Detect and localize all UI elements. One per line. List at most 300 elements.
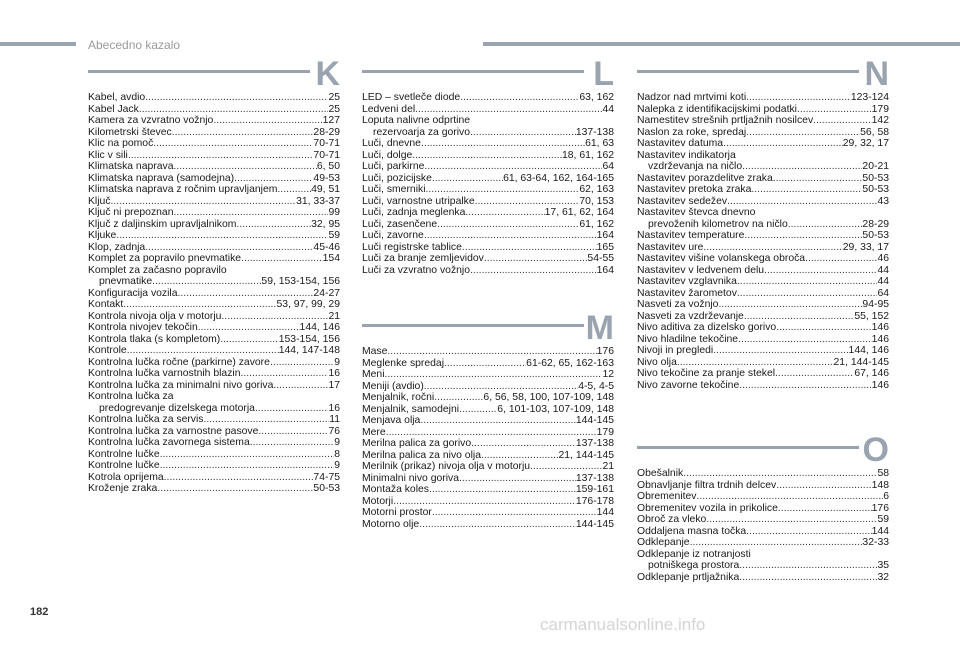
index-entry-row xyxy=(362,381,614,393)
index-entry-row xyxy=(362,438,614,450)
entry-page: 74-75 xyxy=(313,471,340,483)
entry-label: Komplet za popravilo pnevmatike xyxy=(88,253,242,264)
index-entry xyxy=(88,403,340,415)
entry-label: Luči, smerniki xyxy=(362,184,426,195)
dot-leader xyxy=(153,138,313,150)
dot-leader xyxy=(236,219,311,231)
entry-label: Kontrolna lučka zavornega sistema xyxy=(88,437,250,448)
index-entry xyxy=(362,253,614,265)
entry-page: 56, 58 xyxy=(860,126,889,138)
index-entry xyxy=(362,173,614,185)
index-entry-row xyxy=(88,150,340,162)
entry-page: 12 xyxy=(602,369,614,380)
entry-label: Kljuke xyxy=(88,230,117,241)
dot-leader xyxy=(462,242,597,254)
index-entry-row xyxy=(88,207,340,219)
index-entry xyxy=(88,357,340,369)
entry-label: Mere xyxy=(362,426,386,438)
index-entry xyxy=(637,207,889,219)
dot-leader xyxy=(385,369,603,381)
index-entry xyxy=(362,450,614,462)
entry-page: 146 xyxy=(871,322,889,333)
index-entry-row xyxy=(362,484,614,496)
dot-leader xyxy=(424,161,602,173)
entry-page: 6, 50 xyxy=(316,161,340,172)
index-entry-row xyxy=(88,449,340,461)
entry-page: 165 xyxy=(596,241,614,253)
entry-label: Merilna palica za gorivo xyxy=(362,438,472,449)
entry-page: 28-29 xyxy=(862,218,889,230)
entry-page: 9 xyxy=(334,437,340,448)
entry-page: 24-27 xyxy=(313,287,340,299)
entry-page: 28-29 xyxy=(313,126,340,138)
index-entry-row xyxy=(88,334,340,346)
section-divider xyxy=(637,70,859,73)
dot-leader xyxy=(530,461,602,473)
entry-label: Nastavitev ure xyxy=(637,241,704,253)
index-entry-row xyxy=(637,334,889,346)
index-entry-row xyxy=(362,507,614,519)
entry-page: 61, 63 xyxy=(585,138,614,149)
index-entry-row xyxy=(648,560,889,572)
dot-leader xyxy=(139,104,329,116)
entry-page: 55, 152 xyxy=(854,310,889,322)
dot-leader xyxy=(746,526,871,538)
entry-page: 63, 162 xyxy=(579,92,614,103)
dot-leader xyxy=(706,514,877,526)
entry-page: 176 xyxy=(596,346,614,357)
entry-page: 144 xyxy=(871,525,889,537)
entry-page: 25 xyxy=(328,103,340,115)
index-entry-row xyxy=(637,173,889,185)
entry-label: Luči, zavorne xyxy=(362,230,424,241)
entry-label: Meglenke spredaj xyxy=(362,357,445,369)
index-entry xyxy=(362,127,614,139)
index-entry xyxy=(637,380,889,392)
dot-leader xyxy=(172,127,314,139)
index-entry-row xyxy=(88,115,340,127)
index-entry xyxy=(88,322,340,334)
entry-page: 45-46 xyxy=(313,241,340,253)
entry-label: Nasveti za vožnjo xyxy=(637,299,719,310)
dot-leader xyxy=(690,537,863,549)
section-letter: O xyxy=(862,431,889,469)
entry-page: 6, 101-103, 107-109, 148 xyxy=(497,403,614,415)
entry-label: Nivo olja xyxy=(637,356,677,368)
index-entry xyxy=(88,127,340,139)
dot-leader xyxy=(460,92,579,104)
index-entry xyxy=(88,391,340,403)
entry-page: 6, 56, 58, 100, 107-109, 148 xyxy=(483,392,614,403)
index-entry xyxy=(362,473,614,485)
index-entry xyxy=(88,184,340,196)
index-entry xyxy=(637,311,889,323)
index-entry-row xyxy=(637,368,889,380)
index-entry-row xyxy=(88,322,340,334)
index-entry-row xyxy=(88,288,340,300)
section-letter: L xyxy=(593,55,614,93)
entry-label: Kotrola oprijema xyxy=(88,471,164,483)
index-entry xyxy=(362,219,614,231)
dot-leader xyxy=(198,322,300,334)
index-entry xyxy=(637,184,889,196)
index-entry xyxy=(637,265,889,277)
index-entry-row xyxy=(362,150,614,162)
entry-label: Luči, pozicijske xyxy=(362,172,432,184)
index-entry xyxy=(637,219,889,231)
entry-label: Merilnik (prikaz) nivoja olja v motorju xyxy=(362,461,531,472)
index-entry xyxy=(362,415,614,427)
index-entry-row xyxy=(637,503,889,515)
header-bar-left xyxy=(0,42,76,46)
index-entry xyxy=(637,334,889,346)
index-entry-row xyxy=(362,219,614,231)
index-entry-row xyxy=(88,161,340,173)
index-entry xyxy=(362,230,614,242)
dot-leader xyxy=(250,437,334,449)
entry-page: 49-53 xyxy=(313,172,340,184)
entry-page: 32-33 xyxy=(862,537,889,548)
entry-label: Meni xyxy=(362,369,385,380)
dot-leader xyxy=(742,161,862,173)
dot-leader xyxy=(764,265,877,277)
entry-page: 179 xyxy=(871,103,889,115)
index-entry-row xyxy=(637,514,889,526)
index-entry xyxy=(637,572,889,584)
index-entry-row xyxy=(88,173,340,185)
index-entry-row xyxy=(637,526,889,538)
entry-page: 50-53 xyxy=(862,172,889,184)
index-entries xyxy=(637,92,889,391)
index-entry-row xyxy=(362,346,614,358)
entry-page: 35 xyxy=(877,560,889,571)
entry-label: Odklepanje iz notranjosti xyxy=(637,548,751,560)
dot-leader xyxy=(164,472,314,484)
entry-page: 64 xyxy=(877,287,889,299)
dot-leader xyxy=(424,381,578,393)
index-entry xyxy=(88,92,340,104)
dot-leader xyxy=(213,115,322,127)
entry-label: Nastavitev datuma xyxy=(637,138,724,149)
index-entry xyxy=(88,242,340,254)
entry-label: Ključ ni prepoznan xyxy=(88,207,174,218)
entry-page: 61, 162 xyxy=(579,218,614,230)
dot-leader xyxy=(426,184,580,196)
index-entry xyxy=(88,345,340,357)
entry-label: Meniji (avdio) xyxy=(362,380,424,392)
entry-page: 61, 63-64, 162, 164-165 xyxy=(503,172,614,184)
entry-page: 17 xyxy=(328,379,340,391)
dot-leader xyxy=(739,560,877,572)
index-entry-row xyxy=(648,161,889,173)
entry-label: Obroč za vleko xyxy=(637,514,707,525)
entry-page: 137-138 xyxy=(575,472,614,484)
entry-label: Oddaljena masna točka xyxy=(637,525,747,537)
index-entry xyxy=(637,345,889,357)
index-entry xyxy=(637,480,889,492)
index-entry xyxy=(88,150,340,162)
entry-label: Luči, zasenčene xyxy=(362,218,438,230)
entry-label: Klic na pomoč xyxy=(88,138,154,149)
dot-leader xyxy=(386,427,597,439)
index-entry xyxy=(88,196,340,208)
entry-page: 53, 97, 99, 29 xyxy=(276,299,340,310)
entry-page: 50-53 xyxy=(862,230,889,241)
entry-page: 159-161 xyxy=(575,484,614,495)
entry-page: 164 xyxy=(596,230,614,241)
index-entry xyxy=(637,276,889,288)
index-entry xyxy=(362,161,614,173)
dot-leader xyxy=(751,184,862,196)
index-entry-row xyxy=(362,369,614,381)
dot-leader xyxy=(145,92,328,104)
index-entry xyxy=(88,138,340,150)
index-entry-row xyxy=(362,230,614,242)
index-entry xyxy=(637,138,889,150)
entry-label: Komplet za začasno popravilo xyxy=(88,264,227,276)
index-entry xyxy=(88,449,340,461)
entry-page: 50-53 xyxy=(313,483,340,494)
entry-label: Montaža koles xyxy=(362,484,429,495)
entry-page: 16 xyxy=(328,402,340,414)
entry-page: 154 xyxy=(322,253,340,264)
entry-label: Obešalnik xyxy=(637,468,684,479)
entry-label: pnevmatike xyxy=(99,276,153,287)
index-entry xyxy=(362,427,614,439)
entry-label: Obremenitev xyxy=(637,491,697,502)
entry-label: Klimatska naprava (samodejna) xyxy=(88,172,235,184)
entry-page: 76 xyxy=(328,425,340,437)
index-entry xyxy=(637,253,889,265)
index-entry xyxy=(88,437,340,449)
entry-label: Ledveni del xyxy=(362,103,416,115)
index-entry xyxy=(362,507,614,519)
index-entry-row xyxy=(88,414,340,426)
index-entry xyxy=(637,514,889,526)
entry-page: 176 xyxy=(871,502,889,514)
dot-leader xyxy=(429,484,576,496)
entry-label: Kontrolna lučka varnostnih blazin xyxy=(88,368,241,379)
index-entry-row xyxy=(637,468,889,480)
entry-label: Konfiguracija vozila xyxy=(88,287,178,299)
dot-leader xyxy=(145,242,313,254)
entry-page: 61-62, 65, 162-163 xyxy=(526,357,614,369)
entry-label: Klop, zadnja xyxy=(88,241,146,253)
entry-label: prevoženih kilometrov na ničlo xyxy=(648,218,788,230)
entry-page: 137-138 xyxy=(575,438,614,449)
dot-leader xyxy=(415,104,602,116)
entry-page: 11 xyxy=(329,414,340,425)
index-entry-row xyxy=(637,127,889,139)
index-entry xyxy=(362,346,614,358)
watermark: carmanualsonline.info xyxy=(540,615,706,634)
index-entry-row xyxy=(99,403,340,415)
dot-leader xyxy=(157,483,313,495)
index-entry xyxy=(88,219,340,231)
dot-leader xyxy=(128,150,314,162)
index-entry-row xyxy=(362,207,614,219)
entry-label: Motorno olje xyxy=(362,518,420,530)
index-entry-row xyxy=(362,196,614,208)
index-entry xyxy=(88,460,340,472)
dot-leader xyxy=(813,115,872,127)
entry-page: 46 xyxy=(877,253,889,264)
index-entry-row xyxy=(362,242,614,254)
dot-leader xyxy=(420,415,576,427)
dot-leader xyxy=(221,311,328,323)
dot-leader xyxy=(788,219,863,231)
index-entry xyxy=(362,496,614,508)
entry-label: Nastavitev števca dnevno xyxy=(637,207,756,218)
index-entry xyxy=(362,150,614,162)
index-entry-row xyxy=(362,450,614,462)
entry-page: 176-178 xyxy=(575,495,614,507)
index-entry xyxy=(88,334,340,346)
entry-page: 16 xyxy=(328,368,340,379)
entry-label: Menjalnik, samodejni xyxy=(362,403,460,415)
index-entry-row xyxy=(99,276,340,288)
index-entry xyxy=(88,104,340,116)
index-entry-row xyxy=(637,276,889,288)
index-entries xyxy=(362,92,614,276)
index-entry xyxy=(362,369,614,381)
entry-label: Nastavitev porazdelitve zraka xyxy=(637,172,773,184)
dot-leader xyxy=(419,519,576,531)
dot-leader xyxy=(277,184,311,196)
entry-page: 67, 146 xyxy=(854,368,889,379)
entry-page: 64 xyxy=(602,161,614,172)
entry-label: Nastavitev žarometov xyxy=(637,287,737,299)
index-entry-row xyxy=(88,483,340,495)
index-entry-row xyxy=(637,491,889,503)
index-entry xyxy=(88,311,340,323)
index-entry xyxy=(637,196,889,208)
dot-leader xyxy=(471,438,576,450)
dot-leader xyxy=(723,138,843,150)
entry-page: 17, 61, 62, 164 xyxy=(544,207,614,218)
entry-page: 123-124 xyxy=(850,92,889,103)
entry-label: Luči, dolge xyxy=(362,149,413,161)
dot-leader xyxy=(174,207,329,219)
index-entry-row xyxy=(88,460,340,472)
index-entry-row xyxy=(88,104,340,116)
index-entry-row xyxy=(637,242,889,254)
entry-label: Nadzor nad mrtvimi koti xyxy=(637,92,747,103)
index-entry xyxy=(88,288,340,300)
index-entry-row xyxy=(362,473,614,485)
entry-page: 164 xyxy=(596,264,614,276)
entry-label: Luči, zadnja meglenka xyxy=(362,207,466,218)
entry-page: 99 xyxy=(328,207,340,218)
entry-label: Kontakt xyxy=(88,299,124,310)
index-entry xyxy=(637,468,889,480)
entry-label: Odklepanje prtljažnika xyxy=(637,571,740,583)
dot-leader xyxy=(470,127,576,139)
entry-page: 9 xyxy=(334,460,340,471)
index-entry xyxy=(362,392,614,404)
entry-page: 94-95 xyxy=(862,299,889,310)
index-entry-row xyxy=(637,380,889,392)
section-o xyxy=(637,431,889,583)
entry-label: rezervoarja za gorivo xyxy=(373,126,471,138)
index-entry-row xyxy=(362,461,614,473)
index-entry xyxy=(637,115,889,127)
entry-label: Nastavitev indikatorja xyxy=(637,149,736,161)
entry-label: Nastavitev v ledvenem delu xyxy=(637,264,765,276)
dot-leader xyxy=(234,173,313,185)
dot-leader xyxy=(746,92,851,104)
dot-leader xyxy=(270,357,334,369)
dot-leader xyxy=(160,460,335,472)
section-letter: M xyxy=(585,309,614,347)
section-divider xyxy=(362,324,584,327)
entry-label: Nasveti za vzdrževanje xyxy=(637,310,744,322)
entry-label: Luči, parkirne xyxy=(362,161,425,172)
index-entry-row xyxy=(362,496,614,508)
index-entry xyxy=(362,484,614,496)
index-entry-row xyxy=(637,265,889,277)
index-entry xyxy=(362,265,614,277)
section-header xyxy=(637,55,889,93)
dot-leader xyxy=(778,503,872,515)
index-entry xyxy=(88,368,340,380)
index-entry xyxy=(637,92,889,104)
index-entry xyxy=(637,230,889,242)
index-entry xyxy=(88,115,340,127)
entry-label: Motorni prostor xyxy=(362,507,432,518)
index-entry xyxy=(362,358,614,370)
entry-label: Kilometrski števec xyxy=(88,126,172,138)
entry-label: Nastavitev temperature xyxy=(637,230,745,241)
entry-page: 44 xyxy=(602,103,614,115)
index-entry-row xyxy=(88,311,340,323)
entry-label: Kontrolna lučka za minimalni nivo goriva xyxy=(88,379,274,391)
entry-page: 146 xyxy=(871,333,889,345)
entry-label: Motorji xyxy=(362,495,394,507)
dot-leader xyxy=(432,507,597,519)
index-entry xyxy=(637,173,889,185)
index-entry-row xyxy=(637,299,889,311)
dot-leader xyxy=(718,299,862,311)
entry-page: 6 xyxy=(883,491,889,502)
dot-leader xyxy=(459,404,497,416)
dot-leader xyxy=(127,345,279,357)
index-entry-row xyxy=(362,138,614,150)
entry-label: Obnavljanje filtra trdnih delcev xyxy=(637,479,777,491)
index-entry-row xyxy=(362,358,614,370)
entry-page: 179 xyxy=(596,426,614,438)
entry-page: 21, 144-145 xyxy=(833,356,889,368)
index-entry-row xyxy=(637,196,889,208)
dot-leader xyxy=(220,334,279,346)
dot-leader xyxy=(412,150,562,162)
index-entry xyxy=(88,161,340,173)
entry-page: 144 xyxy=(596,507,614,518)
dot-leader xyxy=(255,403,328,415)
entry-label: Kabel, avdio xyxy=(88,92,146,103)
dot-leader xyxy=(776,322,871,334)
entry-page: 21, 144-145 xyxy=(558,449,614,461)
entry-page: 8 xyxy=(334,448,340,460)
index-entry xyxy=(88,299,340,311)
dot-leader xyxy=(797,104,872,116)
index-entry xyxy=(362,381,614,393)
dot-leader xyxy=(178,288,314,300)
index-entry-row xyxy=(637,230,889,242)
entry-label: Luči, dnevne xyxy=(362,138,421,149)
section-k xyxy=(88,55,340,495)
index-entry xyxy=(362,519,614,531)
